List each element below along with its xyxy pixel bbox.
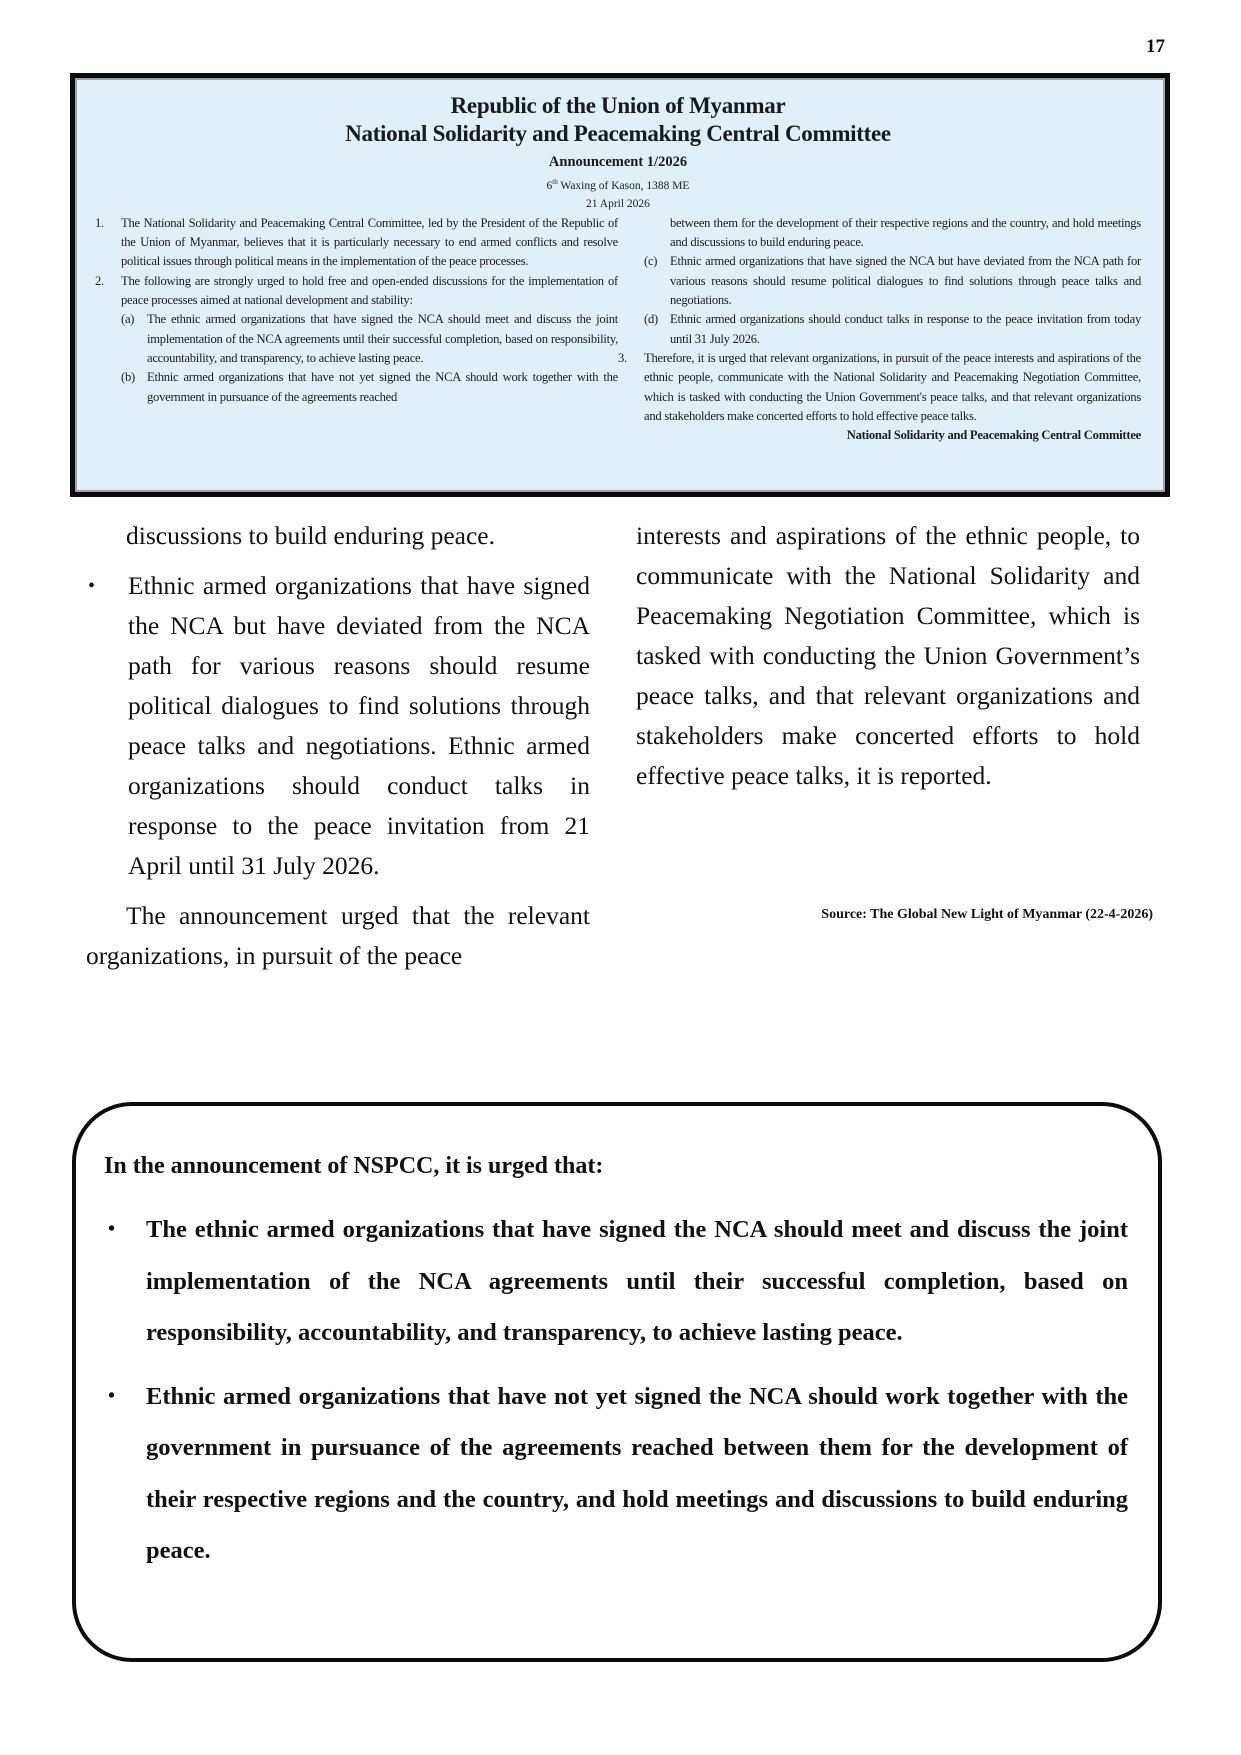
subitem-label: (a): [121, 312, 135, 327]
item-text: The National Solidarity and Peacemaking Central Committee, led by the President of the Republic of the Union of Myanmar, believes that it is particularly necessary to end armed conflicts and resolve political issues through political means in the implementation of the peace processes.: [121, 215, 618, 269]
date-day: 6: [546, 179, 553, 192]
item-number: 2.: [95, 273, 104, 288]
subitem-text: Ethnic armed organizations should conduct talks in response to the peace invitation from today until 31 July 2026.: [670, 312, 1141, 346]
date-ordinal: th: [552, 178, 558, 186]
summary-bullet: [104, 1204, 1128, 1359]
announcement-gregorian-date: 21 April 2026: [586, 197, 650, 210]
subitem-label: (c): [644, 254, 658, 269]
article-left-column: [86, 516, 590, 976]
summary-lead: In the announcement of NSPCC, it is urged that:: [104, 1153, 604, 1179]
subitem-label: (d): [644, 312, 658, 327]
summary-bullet-text: Ethnic armed organizations that have not yet signed the NCA should work together with the government in pursuance of the agreements reached between them for the development of their respective regions and the country, and hold meetings and discussions to build enduring peace.: [146, 1382, 1128, 1564]
summary-box: [72, 1102, 1162, 1662]
subitem-text: The ethnic armed organizations that have signed the NCA should meet and discuss the joint implementation of the NCA agreements until their successful completion, based on responsibility, accountability, and transparency, to achieve lasting peace.: [147, 312, 618, 365]
announcement-subitem-a: [121, 310, 618, 368]
announcement-item-2: [95, 272, 618, 311]
item-text: The following are strongly urged to hold free and open-ended discussions for the implementation of peace processes aimed at national development and stability:: [121, 273, 618, 308]
article-continuation: discussions to build enduring peace.: [126, 521, 495, 550]
announcement-subitem-c: [644, 252, 1141, 310]
announcement-subitem-b-continued: between them for the development of their respective regions and the country, and hold meetings and discussions to build enduring peace.: [670, 215, 1141, 250]
announcement-myanmar-date: [95, 175, 1141, 193]
article-bullet-text: Ethnic armed organizations that have signed the NCA but have deviated from the NCA path for various reasons should resume political dialogues to find solutions through peace talks and negotiations. Ethnic armed organizations should conduct talks in response to the peace invitation from 21 April until 31 July 2026.: [128, 571, 590, 880]
announcement-item-1: [95, 214, 618, 272]
announcement-columns: [95, 214, 1141, 446]
item-number: 1.: [95, 215, 104, 230]
article-paragraph: The announcement urged that the relevant organizations, in pursuit of the peace: [86, 901, 590, 970]
item-text: Therefore, it is urged that relevant organizations, in pursuit of the peace interests and aspirations of the ethnic people, communicate with the National Solidarity and Peacemaking Negotiation Committee, which is tasked with conducting the Union Government's peace talks, and that relevant organizations and stakeholders make concerted efforts to hold effective peace talks.: [644, 350, 1141, 423]
page-number: 17: [1146, 36, 1165, 57]
article-bullet: [86, 566, 590, 886]
summary-bullet-text: The ethnic armed organizations that have signed the NCA should meet and discuss the joint implementation of the NCA agreements until their successful completion, based on responsibility, accountability, and transparency, to achieve lasting peace.: [146, 1216, 1128, 1346]
subitem-text: Ethnic armed organizations that have not yet signed the NCA should work together with the government in pursuance of the agreements reached: [147, 370, 618, 404]
item-number: 3.: [618, 350, 627, 365]
subitem-label: (b): [121, 370, 135, 385]
date-rest: Waxing of Kason, 1388 ME: [557, 179, 690, 192]
bullet-icon: •: [108, 1384, 116, 1407]
announcement-signature: National Solidarity and Peacemaking Central Committee: [846, 428, 1141, 443]
announcement-box: [70, 73, 1170, 497]
summary-bullet: [104, 1371, 1128, 1577]
bullet-icon: •: [108, 1218, 116, 1240]
announcement-title-line2: National Solidarity and Peacemaking Central Committee: [345, 121, 891, 146]
announcement-item-3: [618, 349, 1141, 426]
announcement-subtitle: Announcement 1/2026: [548, 154, 688, 170]
article-right-column: [636, 516, 1140, 796]
announcement-right-column: [618, 214, 1141, 446]
announcement-subitem-d: [644, 310, 1141, 349]
article-paragraph-continued: interests and aspirations of the ethnic people, to communicate with the National Solidarity and Peacemaking Negotiation Committee, which is tasked with conducting the Union Government’s peace talks, and that relevant organizations and stakeholders make concerted efforts to hold effective peace talks, it is reported.: [636, 521, 1140, 790]
announcement-left-column: [95, 214, 618, 446]
announcement-header: [95, 92, 1141, 211]
article-source: Source: The Global New Light of Myanmar (22-4-2026): [821, 907, 1153, 922]
subitem-text: Ethnic armed organizations that have signed the NCA but have deviated from the NCA path for various reasons should resume political dialogues to find solutions through peace talks and negotiations.: [670, 254, 1141, 308]
announcement-title-line1: Republic of the Union of Myanmar: [450, 93, 786, 118]
bullet-icon: •: [88, 575, 96, 597]
announcement-subitem-b: [121, 368, 618, 407]
